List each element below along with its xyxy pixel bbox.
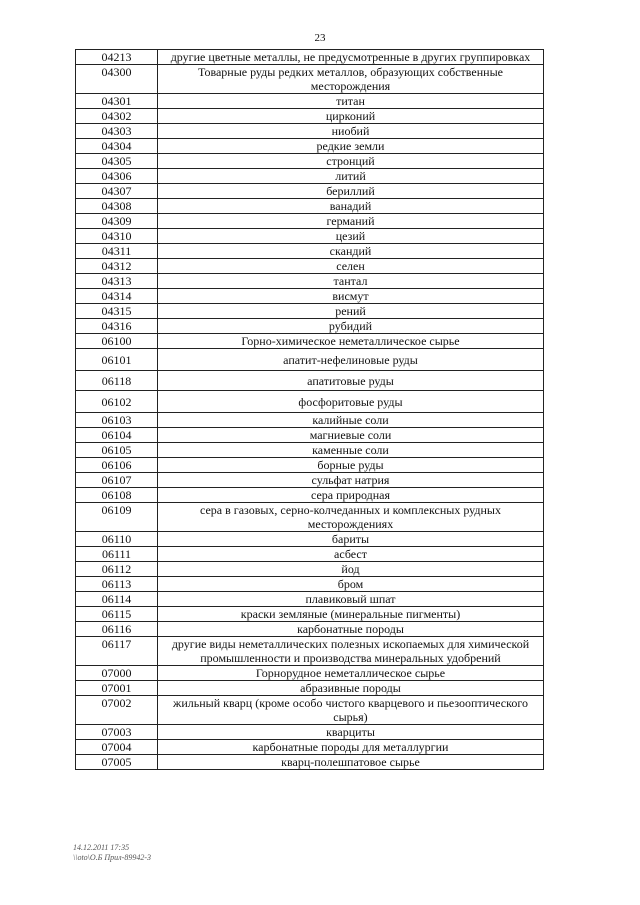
row-code: 04316 — [76, 319, 158, 334]
row-code: 07004 — [76, 740, 158, 755]
table-row — [76, 244, 544, 259]
row-name: Товарные руды редких металлов, образующих собственные месторождения — [158, 65, 544, 94]
row-name: йод — [158, 562, 544, 577]
row-code: 06113 — [76, 577, 158, 592]
table-row — [76, 304, 544, 319]
table-row — [76, 637, 544, 666]
table-row — [76, 532, 544, 547]
row-code: 06118 — [76, 371, 158, 391]
row-name: сера в газовых, серно-колчеданных и комплексных рудных месторождениях — [158, 503, 544, 532]
table-row — [76, 413, 544, 428]
row-name: германий — [158, 214, 544, 229]
row-code: 04304 — [76, 139, 158, 154]
table-row — [76, 65, 544, 94]
row-name: ванадий — [158, 199, 544, 214]
row-code: 04312 — [76, 259, 158, 274]
row-name: карбонатные породы для металлургии — [158, 740, 544, 755]
table-row — [76, 50, 544, 65]
footer-file-reference: \\oto\О.Б Прил-89942-3 — [73, 853, 151, 862]
table-row — [76, 755, 544, 770]
table-row — [76, 334, 544, 349]
table-row — [76, 488, 544, 503]
row-code: 07002 — [76, 696, 158, 725]
row-code: 06100 — [76, 334, 158, 349]
row-name: рений — [158, 304, 544, 319]
row-name: другие виды неметаллических полезных ископаемых для химической промышленности и производства минеральных удобрений — [158, 637, 544, 666]
table-row — [76, 184, 544, 199]
row-name: стронций — [158, 154, 544, 169]
table-row — [76, 740, 544, 755]
table-row — [76, 681, 544, 696]
row-name: карбонатные породы — [158, 622, 544, 637]
row-name: плавиковый шпат — [158, 592, 544, 607]
row-code: 06108 — [76, 488, 158, 503]
row-code: 06114 — [76, 592, 158, 607]
table-row — [76, 666, 544, 681]
table-row — [76, 458, 544, 473]
row-code: 06102 — [76, 391, 158, 413]
row-code: 04311 — [76, 244, 158, 259]
table-row — [76, 473, 544, 488]
row-name: висмут — [158, 289, 544, 304]
row-code: 06107 — [76, 473, 158, 488]
table-row — [76, 109, 544, 124]
row-name: калийные соли — [158, 413, 544, 428]
row-code: 06110 — [76, 532, 158, 547]
row-code: 06112 — [76, 562, 158, 577]
table-body — [76, 50, 544, 770]
row-name: литий — [158, 169, 544, 184]
row-code: 06105 — [76, 443, 158, 458]
row-code: 06117 — [76, 637, 158, 666]
row-code: 06109 — [76, 503, 158, 532]
table-row — [76, 371, 544, 391]
table-row — [76, 229, 544, 244]
table-row — [76, 607, 544, 622]
table-row — [76, 443, 544, 458]
row-code: 04309 — [76, 214, 158, 229]
row-name: цезий — [158, 229, 544, 244]
table-row — [76, 169, 544, 184]
row-name: рубидий — [158, 319, 544, 334]
row-code: 06104 — [76, 428, 158, 443]
row-code: 04303 — [76, 124, 158, 139]
table-row — [76, 696, 544, 725]
table-row — [76, 214, 544, 229]
row-name: кварц-полешпатовое сырье — [158, 755, 544, 770]
row-name: сульфат натрия — [158, 473, 544, 488]
row-code: 07003 — [76, 725, 158, 740]
table-row — [76, 562, 544, 577]
row-code: 04310 — [76, 229, 158, 244]
row-code: 04313 — [76, 274, 158, 289]
row-name: ниобий — [158, 124, 544, 139]
table-row — [76, 547, 544, 562]
table-row — [76, 391, 544, 413]
row-code: 06111 — [76, 547, 158, 562]
row-name: сера природная — [158, 488, 544, 503]
page-number: 23 — [314, 32, 326, 44]
table-row — [76, 622, 544, 637]
row-name: асбест — [158, 547, 544, 562]
row-name: тантал — [158, 274, 544, 289]
row-name: Горно-химическое неметаллическое сырье — [158, 334, 544, 349]
row-name: бром — [158, 577, 544, 592]
row-name: селен — [158, 259, 544, 274]
row-name: каменные соли — [158, 443, 544, 458]
row-name: абразивные породы — [158, 681, 544, 696]
table-row — [76, 94, 544, 109]
row-name: другие цветные металлы, не предусмотренные в других группировках — [158, 50, 544, 65]
classification-table — [75, 49, 544, 770]
row-name: цирконий — [158, 109, 544, 124]
row-code: 07000 — [76, 666, 158, 681]
table-row — [76, 124, 544, 139]
row-name: бериллий — [158, 184, 544, 199]
row-code: 06101 — [76, 349, 158, 371]
row-code: 04300 — [76, 65, 158, 94]
row-name: жильный кварц (кроме особо чистого кварцевого и пьезооптического сырья) — [158, 696, 544, 725]
row-code: 04301 — [76, 94, 158, 109]
row-name: борные руды — [158, 458, 544, 473]
row-code: 04213 — [76, 50, 158, 65]
row-code: 04314 — [76, 289, 158, 304]
row-name: фосфоритовые руды — [158, 391, 544, 413]
row-name: скандий — [158, 244, 544, 259]
table-row — [76, 503, 544, 532]
table-row — [76, 725, 544, 740]
row-name: апатитовые руды — [158, 371, 544, 391]
table-row — [76, 289, 544, 304]
row-name: бариты — [158, 532, 544, 547]
table-row — [76, 139, 544, 154]
row-name: редкие земли — [158, 139, 544, 154]
row-code: 07001 — [76, 681, 158, 696]
row-code: 06106 — [76, 458, 158, 473]
row-code: 04302 — [76, 109, 158, 124]
row-code: 07005 — [76, 755, 158, 770]
footer-stamp — [73, 843, 151, 863]
row-name: краски земляные (минеральные пигменты) — [158, 607, 544, 622]
row-code: 06115 — [76, 607, 158, 622]
table-row — [76, 154, 544, 169]
row-code: 04308 — [76, 199, 158, 214]
row-code: 04306 — [76, 169, 158, 184]
table-row — [76, 349, 544, 371]
row-code: 04307 — [76, 184, 158, 199]
row-code: 06103 — [76, 413, 158, 428]
table-row — [76, 199, 544, 214]
row-name: титан — [158, 94, 544, 109]
table-row — [76, 259, 544, 274]
row-name: Горнорудное неметаллическое сырье — [158, 666, 544, 681]
row-code: 04315 — [76, 304, 158, 319]
table-row — [76, 428, 544, 443]
table-row — [76, 592, 544, 607]
row-name: апатит-нефелиновые руды — [158, 349, 544, 371]
footer-timestamp: 14.12.2011 17:35 — [73, 843, 130, 852]
row-code: 04305 — [76, 154, 158, 169]
row-code: 06116 — [76, 622, 158, 637]
table-row — [76, 274, 544, 289]
row-name: магниевые соли — [158, 428, 544, 443]
table-row — [76, 319, 544, 334]
row-name: кварциты — [158, 725, 544, 740]
table-row — [76, 577, 544, 592]
